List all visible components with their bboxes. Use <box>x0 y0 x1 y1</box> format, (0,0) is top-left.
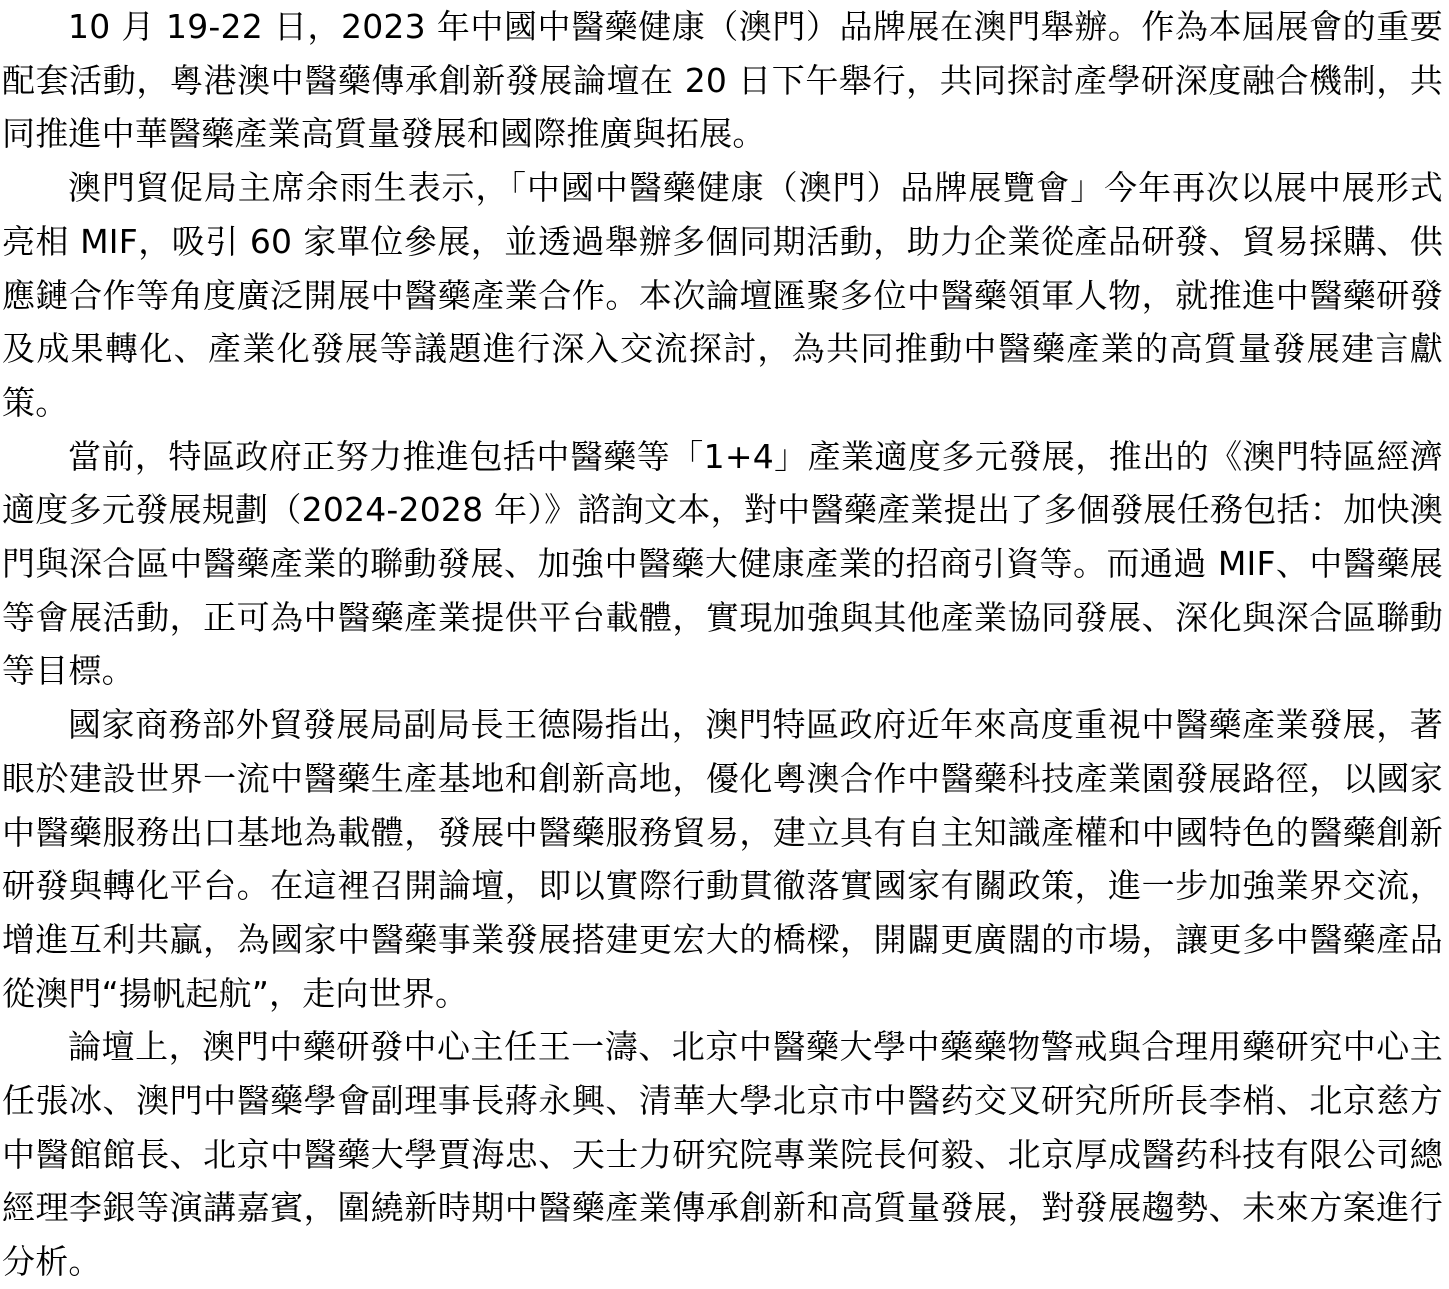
paragraph-4: 國家商務部外貿發展局副局長王德陽指出，澳門特區政府近年來高度重視中醫藥產業發展，著眼於建設世界一流中醫藥生產基地和創新高地，優化粵澳合作中醫藥科技產業園發展路徑，以國家中醫藥服務出口基地為載體，發展中醫藥服務貿易，建立具有自主知識產權和中國特色的醫藥創新研發與轉化平台。在這裡召開論壇，即以實際行動貫徹落實國家有關政策，進一步加強業界交流，增進互利共贏，為國家中醫藥事業發展搭建更宏大的橋樑，開闢更廣闊的市場，讓更多中醫藥產品從澳門“揚帆起航”，走向世界。 <box>2 705 1443 1013</box>
paragraph-2: 澳門貿促局主席余雨生表示，「中國中醫藥健康（澳門）品牌展覽會」今年再次以展中展形式亮相 MIF，吸引 60 家單位參展，並透過舉辦多個同期活動，助力企業從產品研發、貿易採購、供應鏈合作等角度廣泛開展中醫藥產業合作。本次論壇匯聚多位中醫藥領軍人物，就推進中醫藥研發及成果轉化、產業化發展等議題進行深入交流探討，為共同推動中醫藥產業的高質量發展建言獻策。 <box>2 168 1443 422</box>
paragraph-1: 10 月 19-22 日，2023 年中國中醫藥健康（澳門）品牌展在澳門舉辦。作為本屆展會的重要配套活動，粵港澳中醫藥傳承創新發展論壇在 20 日下午舉行，共同探討產學研深度融合機制，共同推進中華醫藥產業高質量發展和國際推廣與拓展。 <box>2 7 1443 154</box>
paragraph-3: 當前，特區政府正努力推進包括中醫藥等「1+4」產業適度多元發展，推出的《澳門特區經濟適度多元發展規劃（2024-2028 年）》諮詢文本，對中醫藥產業提出了多個發展任務包括：加快澳門與深合區中醫藥產業的聯動發展、加強中醫藥大健康產業的招商引資等。而通過 MIF、中醫藥展等會展活動，正可為中醫藥產業提供平台載體，實現加強與其他產業協同發展、深化與深合區聯動等目標。 <box>2 436 1443 691</box>
paragraph-5: 論壇上，澳門中藥研發中心主任王一濤、北京中醫藥大學中藥藥物警戒與合理用藥研究中心主任張冰、澳門中醫藥學會副理事長蔣永興、清華大學北京市中醫药交叉研究所所長李梢、北京慈方中醫館館長、北京中醫藥大學賈海忠、天士力研究院專業院長何毅、北京厚成醫药科技有限公司總經理李銀等演講嘉賓，圍繞新時期中醫藥產業傳承創新和高質量發展，對發展趨勢、未來方案進行分析。 <box>2 1027 1443 1282</box>
